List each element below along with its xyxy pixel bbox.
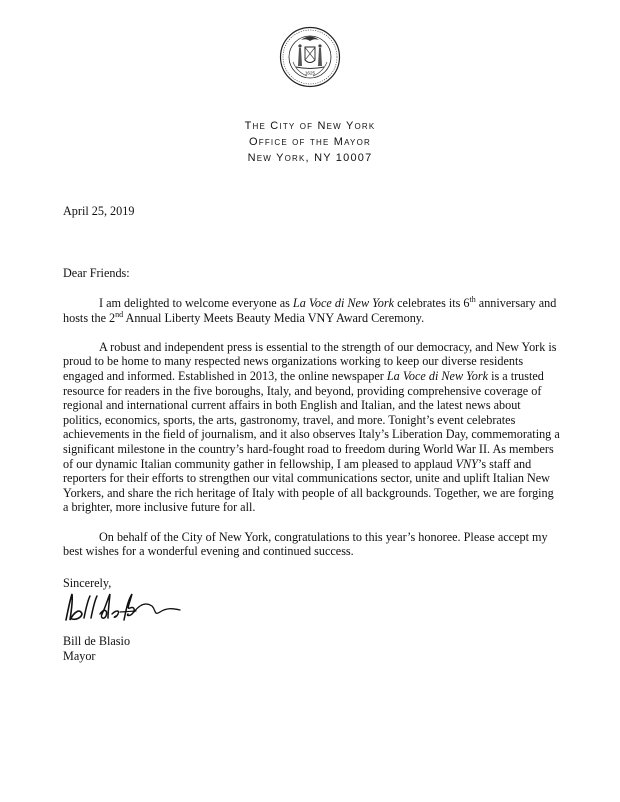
letter-body bbox=[63, 296, 560, 573]
p1-text-d: anniversary and hosts the 2 bbox=[63, 296, 557, 325]
paragraph-2 bbox=[63, 340, 560, 515]
p1-publication-name: La Voce di New York bbox=[292, 296, 395, 310]
p1-text-c: celebrates its 6 bbox=[394, 296, 470, 310]
svg-text:1625: 1625 bbox=[304, 70, 316, 76]
p2-publication-name: La Voce di New York bbox=[386, 368, 489, 383]
closing: Sincerely, bbox=[63, 576, 112, 590]
salutation: Dear Friends: bbox=[63, 266, 130, 280]
handwritten-signature bbox=[60, 590, 190, 628]
paragraph-3: On behalf of the City of New York, congratulations to this year’s honoree. Please accept my best wishes for a wonderful evening and continued success. bbox=[63, 529, 548, 559]
p2-text-e: ’s staff and reporters for their efforts to strengthen our vital communications sector, unite and uplift Italian New Yorkers, and share the rich heritage of Italy with people of all backgrounds. Together, we are forging a brighter, more inclusive future for all. bbox=[63, 456, 554, 515]
p1-text-e: Annual Liberty Meets Beauty Media VNY Award Ceremony. bbox=[123, 310, 425, 325]
letterhead-office: Office of the Mayor bbox=[249, 136, 371, 148]
p2-text-a: A robust and independent press is essential to the strength of our democracy, and New York is proud to be home to many respected news organizations working to keep our diverse residents engaged and informed. Established in 2013, the online newspaper bbox=[63, 339, 557, 383]
letterhead-address: New York, NY 10007 bbox=[247, 152, 373, 164]
signer-block bbox=[63, 634, 130, 664]
p2-text-c: is a trusted resource for readers in the five boroughs, Italy, and beyond, providing comprehensive coverage of regional and international current affairs in both English and Italian, and the latest news about politics, economics, sports, the arts, gastronomy, travel, and more. Tonight’s event celebrates achievements in the field of journalism, and it also observes Italy’s Liberation Day, commemorating a significant milestone in the country’s hard-fought road to freedom during World War II. As members of our dynamic Italian community gather in fellowship, I am pleased to applaud bbox=[63, 368, 560, 471]
letterhead-city: The City of New York bbox=[244, 120, 376, 132]
letter-date: April 25, 2019 bbox=[63, 204, 135, 218]
p1-text-a: I am delighted to welcome everyone as bbox=[99, 296, 293, 310]
letterhead bbox=[0, 118, 620, 166]
p1-superscript-nd: nd bbox=[115, 309, 124, 319]
paragraph-1 bbox=[63, 296, 560, 325]
city-seal-icon bbox=[279, 26, 341, 88]
p1-superscript-th: th bbox=[469, 294, 476, 304]
signer-name: Bill de Blasio bbox=[63, 634, 131, 648]
signer-title: Mayor bbox=[63, 649, 96, 663]
p2-vny-abbrev: VNY bbox=[455, 456, 478, 471]
